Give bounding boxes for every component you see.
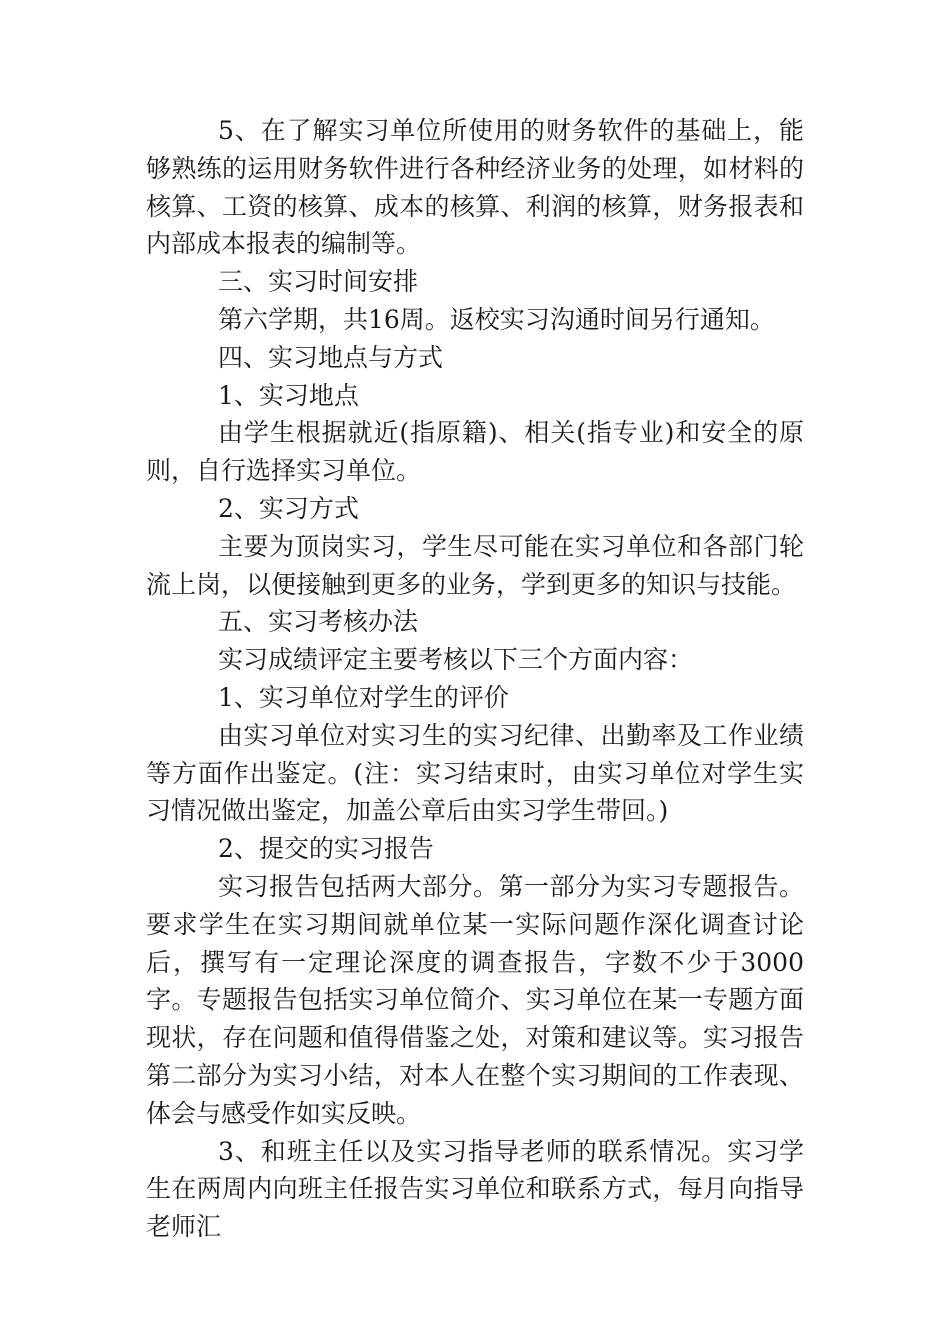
subheading-method: 2、实习方式 <box>218 493 359 523</box>
subheading-location: 1、实习地点 <box>218 380 359 410</box>
paragraph-contact-situation: 3、和班主任以及实习指导老师的联系情况。实习学生在两周内向班主任报告实习单位和联系方式，每月向指导老师汇 <box>146 1136 804 1242</box>
heading-internship-schedule: 三、实习时间安排 <box>218 267 419 297</box>
paragraph-unit-evaluation-detail: 由实习单位对实习生的实习纪律、出勤率及工作业绩等方面作出鉴定。(注：实习结束时，由实习单位对学生实习情况做出鉴定，加盖公章后由实习学生带回。) <box>146 720 804 826</box>
paragraph-location-detail: 由学生根据就近(指原籍)、相关(指专业)和安全的原则，自行选择实习单位。 <box>146 418 804 486</box>
document-body <box>146 112 804 1246</box>
subheading-report: 2、提交的实习报告 <box>218 834 434 864</box>
heading-location-method: 四、实习地点与方式 <box>218 342 444 372</box>
heading-assessment: 五、实习考核办法 <box>218 607 419 637</box>
paragraph-method-detail: 主要为顶岗实习，学生尽可能在实习单位和各部门轮流上岗，以便接触到更多的业务，学到更多的知识与技能。 <box>146 531 804 599</box>
paragraph-schedule-detail: 第六学期，共16周。返校实习沟通时间另行通知。 <box>218 304 775 334</box>
subheading-unit-evaluation: 1、实习单位对学生的评价 <box>218 682 509 712</box>
paragraph-report-detail: 实习报告包括两大部分。第一部分为实习专题报告。要求学生在实习期间就单位某一实际问题作深化调查讨论后，撰写有一定理论深度的调查报告，字数不少于3000字。专题报告包括实习单位简介、实习单位在某一专题方面现状，存在问题和值得借鉴之处，对策和建议等。实习报告第二部分为实习小结，对本人在整个实习期间的工作表现、体会与感受作如实反映。 <box>146 871 804 1128</box>
paragraph-item-5-finance-software: 5、在了解实习单位所使用的财务软件的基础上，能够熟练的运用财务软件进行各种经济业务的处理，如材料的核算、工资的核算、成本的核算、利润的核算，财务报表和内部成本报表的编制等。 <box>146 116 804 259</box>
paragraph-assessment-intro: 实习成绩评定主要考核以下三个方面内容： <box>218 645 694 675</box>
